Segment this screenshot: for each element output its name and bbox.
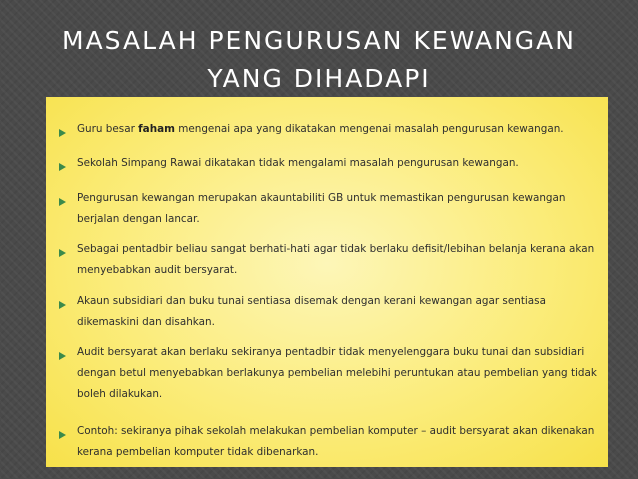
bullet-text: Akaun subsidiari dan buku tunai sentiasa disemak dengan kerani kewangan agar sentiasa dikemaskini dan disahkan. <box>77 295 546 328</box>
bullet-text: Contoh: sekiranya pihak sekolah melakukan pembelian komputer – audit bersyarat akan dikenakan kerana pembelian komputer tidak dibenarkan. <box>77 425 595 458</box>
bullet-arrow-icon <box>59 163 66 171</box>
slide-title-line-2: YANG DIHADAPI <box>207 64 431 93</box>
bullet-arrow-icon <box>59 352 66 360</box>
bullet-text-part: mengenai apa yang dikatakan mengenai masalah pengurusan kewangan. <box>174 123 564 135</box>
bullet-text <box>77 119 602 140</box>
bullet-arrow-icon <box>59 198 66 206</box>
bullet-arrow-icon <box>59 301 66 309</box>
bullet-arrow-icon <box>59 431 66 439</box>
content-panel <box>46 97 608 467</box>
bullet-arrow-icon <box>59 129 66 137</box>
slide-title <box>0 22 638 98</box>
bullet-text: Sebagai pentadbir beliau sangat berhati-hati agar tidak berlaku defisit/lebihan belanja kerana akan menyebabkan audit bersyarat. <box>77 243 595 276</box>
bullet-text-part: Guru besar <box>77 123 139 135</box>
slide-title-line-1: MASALAH PENGURUSAN KEWANGAN <box>62 26 576 55</box>
bullet-text: Pengurusan kewangan merupakan akauntabiliti GB untuk memastikan pengurusan kewangan berjalan dengan lancar. <box>77 192 566 225</box>
bullet-arrow-icon <box>59 249 66 257</box>
bullet-emphasis: faham <box>138 123 175 135</box>
bullet-text: Sekolah Simpang Rawai dikatakan tidak mengalami masalah pengurusan kewangan. <box>77 157 519 169</box>
bullet-text: Audit bersyarat akan berlaku sekiranya pentadbir tidak menyelenggara buku tunai dan subsidiari dengan betul menyebabkan berlakunya pembelian melebihi peruntukan atau pembelian yang tidak boleh dilakukan. <box>77 346 597 400</box>
